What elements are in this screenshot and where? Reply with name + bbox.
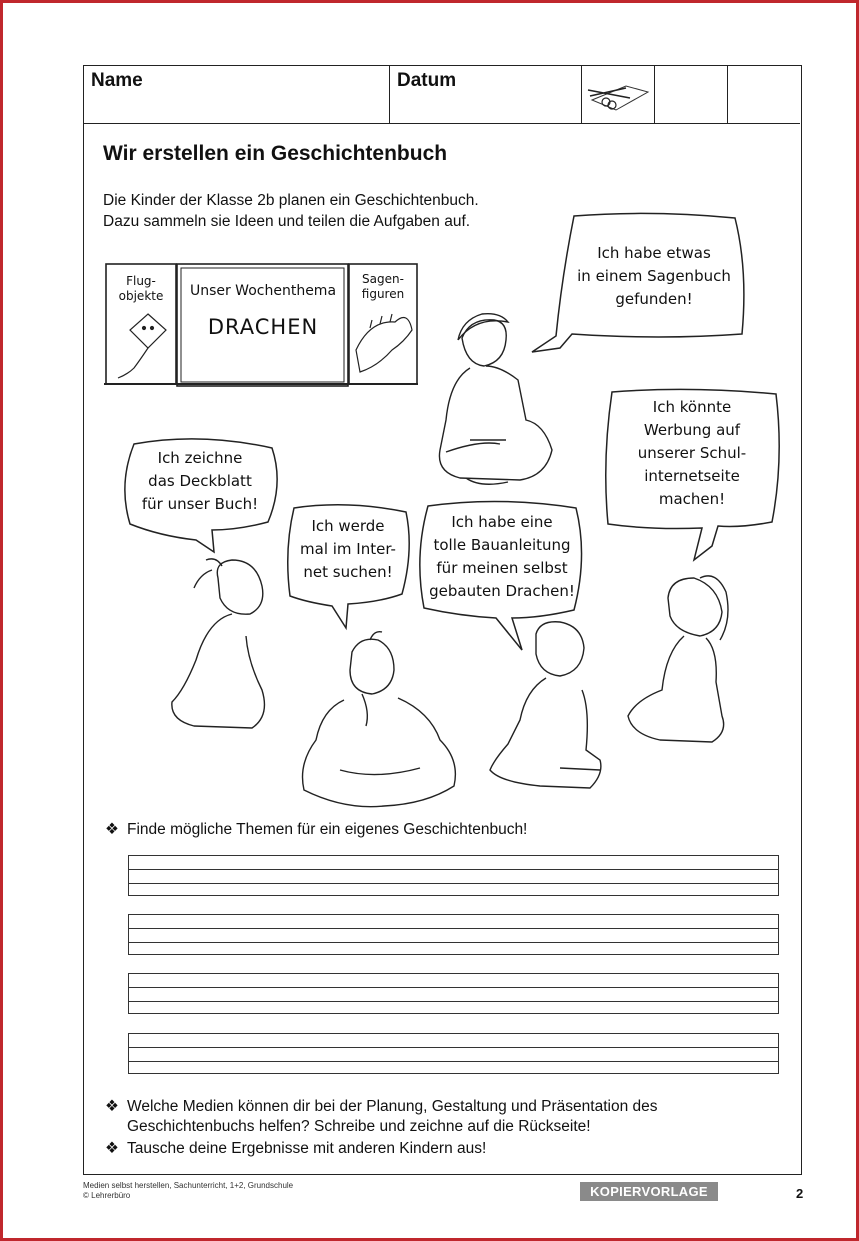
task-3-text: Tausche deine Ergebnisse mit anderen Kindern aus!: [127, 1140, 487, 1157]
task-bullet: ❖: [105, 1098, 119, 1115]
footer-copyright: © Lehrerbüro: [83, 1191, 131, 1200]
board-center-heading: Unser Wochenthema: [189, 283, 337, 299]
speech-bubble-bauanleitung: Ich habe eine tolle Bauanleitung für meinen selbst gebauten Drachen!: [429, 513, 575, 600]
speech-bubble-werbung: Ich könnte Werbung auf unserer Schul- internetseite machen!: [637, 398, 747, 508]
board-center-main: DRACHEN: [207, 315, 319, 339]
dragon-drawing: [356, 314, 412, 372]
writing-lines-2[interactable]: [128, 914, 779, 955]
kite-drawing: [118, 314, 166, 378]
task-bullet: ❖: [105, 821, 119, 838]
speech-bubble-sagenbuch: Ich habe etwas in einem Sagenbuch gefunden!: [577, 244, 731, 308]
intro-line-2: Dazu sammeln sie Ideen und teilen die Aufgaben auf.: [103, 213, 471, 230]
writing-lines-3[interactable]: [128, 973, 779, 1014]
child-boy-kneeling: [490, 622, 601, 788]
board-left-panel: Flug- objekte: [118, 274, 164, 303]
speech-bubble-deckblatt: Ich zeichne das Deckblatt für unser Buch!: [141, 449, 259, 513]
task-3: [105, 1139, 486, 1158]
child-girl-right: [628, 576, 728, 742]
task-bullet: ❖: [105, 1140, 119, 1157]
task-2-text-line-2: Geschichtenbuchs helfen? Schreibe und zeichne auf die Rückseite!: [127, 1118, 591, 1135]
page-number: 2: [796, 1186, 804, 1201]
speech-bubble-internet: Ich werde mal im Inter- net suchen!: [300, 517, 396, 581]
child-girl-back: [303, 632, 456, 807]
writing-lines-1[interactable]: [128, 855, 779, 896]
board-right-panel: Sagen- figuren: [361, 272, 405, 301]
task-1: [105, 820, 527, 839]
task-2: [105, 1097, 658, 1116]
intro-line-1: Die Kinder der Klasse 2b planen ein Geschichtenbuch.: [103, 192, 479, 209]
task-2-text-line-1: Welche Medien können dir bei der Planung, Gestaltung und Präsentation des: [127, 1098, 658, 1115]
footer-source: Medien selbst herstellen, Sachunterricht, 1+2, Grundschule: [83, 1181, 294, 1190]
child-boy-cap: [439, 314, 552, 485]
child-girl-left: [172, 559, 265, 728]
date-label: Datum: [397, 70, 457, 91]
page-title: Wir erstellen ein Geschichtenbuch: [103, 142, 448, 165]
name-label: Name: [91, 70, 143, 91]
writing-lines-4[interactable]: [128, 1033, 779, 1074]
kopiervorlage-badge: KOPIERVORLAGE: [580, 1182, 718, 1201]
task-1-text: Finde mögliche Themen für ein eigenes Geschichtenbuch!: [127, 821, 528, 838]
